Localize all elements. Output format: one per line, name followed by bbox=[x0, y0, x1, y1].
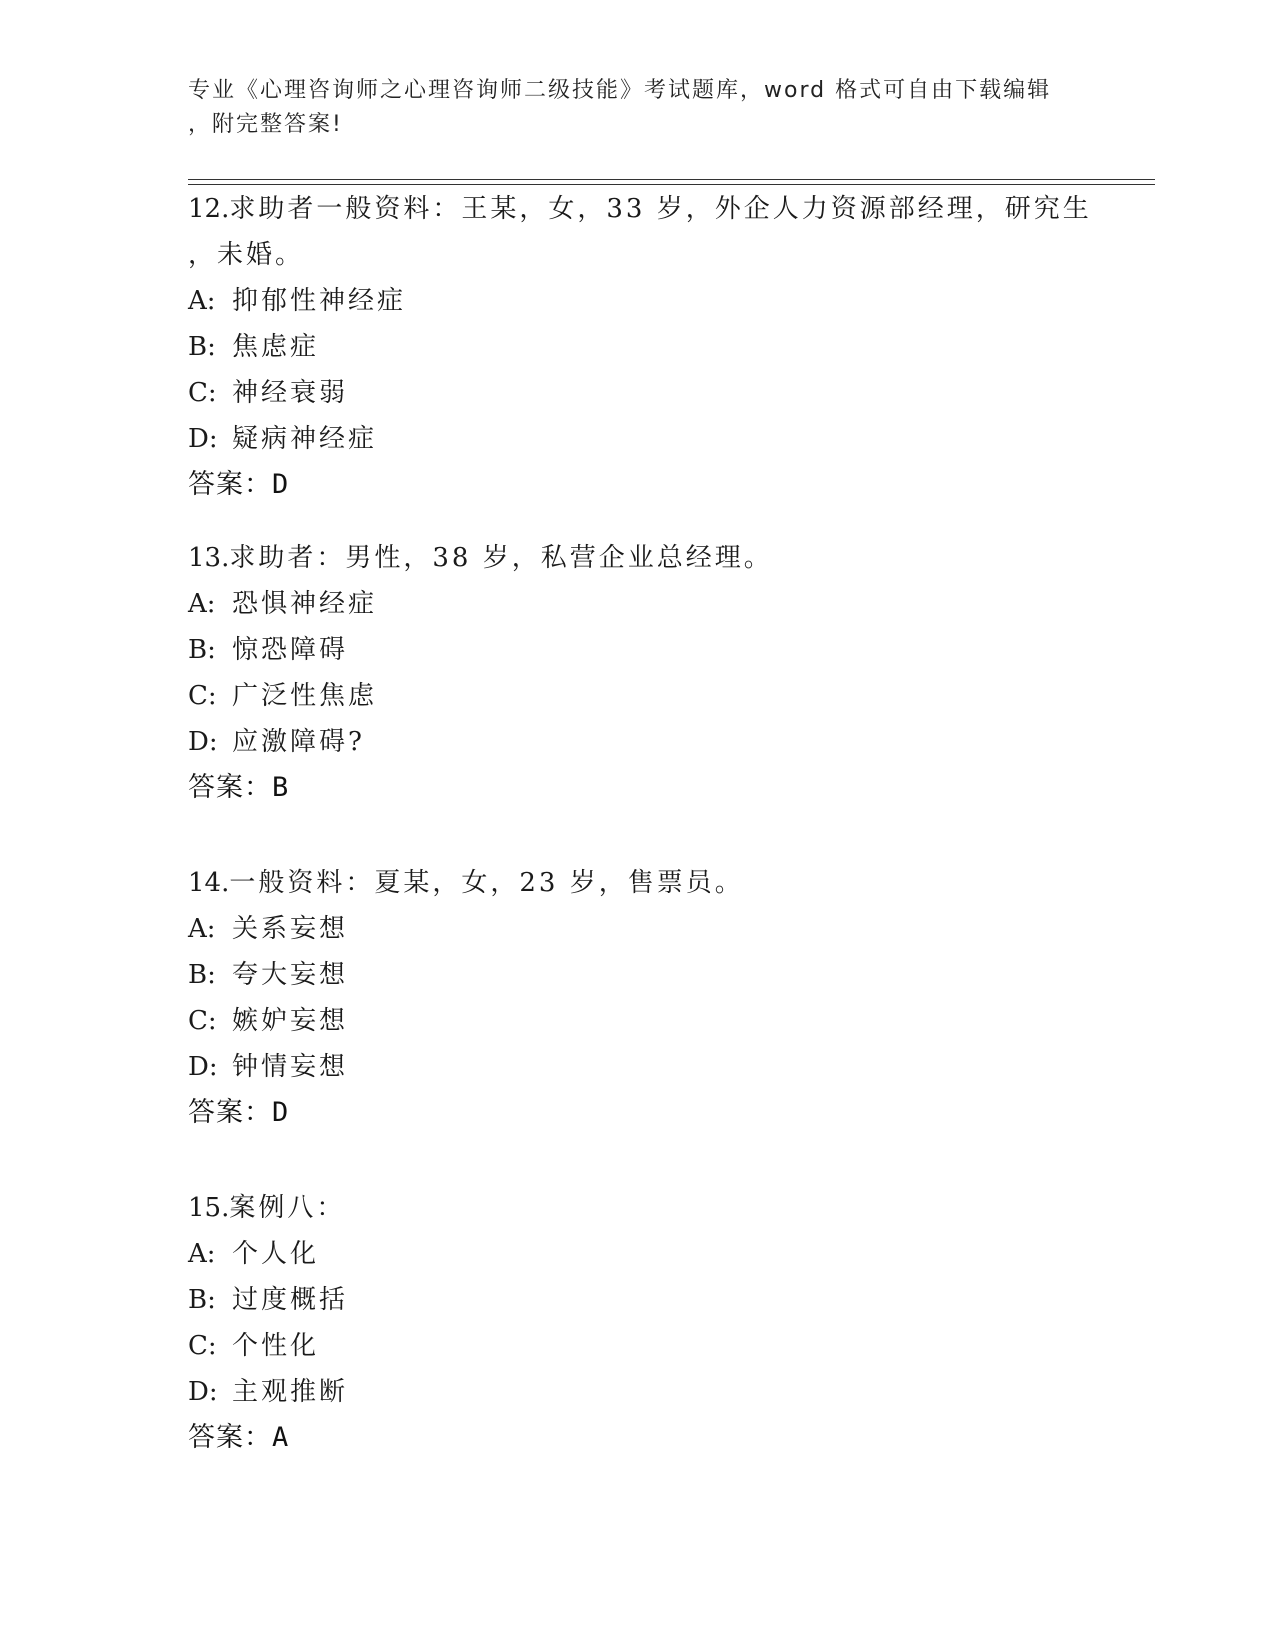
answer-label: 答案： bbox=[188, 772, 272, 803]
option-letter: D: bbox=[188, 424, 218, 454]
question-stem-text: 一般资料：夏某，女，23 岁，售票员。 bbox=[229, 868, 744, 898]
option-text: 焦虑症 bbox=[232, 332, 320, 362]
question-number: 12. bbox=[188, 194, 230, 224]
option-letter: C: bbox=[188, 1006, 217, 1036]
option-a bbox=[188, 278, 1088, 324]
question-number: 15. bbox=[188, 1193, 230, 1223]
answer-label: 答案： bbox=[188, 1097, 272, 1128]
answer-value: D bbox=[272, 1097, 290, 1128]
option-b bbox=[188, 627, 1088, 673]
option-text: 疑病神经症 bbox=[232, 424, 378, 454]
option-b bbox=[188, 324, 1088, 370]
option-letter: D: bbox=[188, 727, 218, 757]
option-letter: A: bbox=[188, 286, 216, 316]
question-13 bbox=[188, 535, 1088, 811]
option-d bbox=[188, 1044, 1088, 1090]
question-stem-line bbox=[188, 860, 1088, 906]
question-number: 14. bbox=[188, 868, 230, 898]
answer-line bbox=[188, 1415, 1088, 1461]
answer-label: 答案： bbox=[188, 469, 272, 500]
option-text: 夸大妄想 bbox=[232, 960, 349, 990]
option-d bbox=[188, 1369, 1088, 1415]
header-line-1: 专业《心理咨询师之心理咨询师二级技能》考试题库，word 格式可自由下载编辑 bbox=[188, 78, 1052, 103]
option-c bbox=[188, 673, 1088, 719]
option-letter: B: bbox=[188, 332, 216, 362]
option-b bbox=[188, 1277, 1088, 1323]
option-a bbox=[188, 1231, 1088, 1277]
option-text: 神经衰弱 bbox=[232, 378, 349, 408]
answer-line bbox=[188, 765, 1088, 811]
question-stem-text: 案例八： bbox=[229, 1193, 346, 1223]
option-letter: C: bbox=[188, 378, 217, 408]
option-text: 个性化 bbox=[232, 1331, 320, 1361]
question-number: 13. bbox=[188, 543, 230, 573]
question-stem-line bbox=[188, 232, 1088, 278]
option-text: 主观推断 bbox=[232, 1377, 349, 1407]
question-stem-text: 求助者：男性，38 岁，私营企业总经理。 bbox=[229, 543, 773, 573]
option-b bbox=[188, 952, 1088, 998]
answer-value: D bbox=[272, 469, 290, 500]
answer-value: A bbox=[272, 1422, 290, 1453]
option-text: 过度概括 bbox=[232, 1285, 349, 1315]
option-letter: C: bbox=[188, 1331, 217, 1361]
question-stem-line bbox=[188, 186, 1092, 232]
option-c bbox=[188, 1323, 1088, 1369]
question-stem-text: ，未婚。 bbox=[188, 240, 305, 270]
option-c bbox=[188, 370, 1088, 416]
option-letter: A: bbox=[188, 589, 216, 619]
document-header bbox=[188, 74, 1088, 142]
question-15 bbox=[188, 1185, 1088, 1461]
header-divider-bottom bbox=[188, 184, 1155, 185]
option-letter: A: bbox=[188, 914, 216, 944]
option-letter: C: bbox=[188, 681, 217, 711]
option-text: 应激障碍? bbox=[232, 727, 365, 757]
answer-label: 答案： bbox=[188, 1422, 272, 1453]
option-text: 个人化 bbox=[232, 1239, 320, 1269]
option-text: 惊恐障碍 bbox=[232, 635, 349, 665]
question-stem-line bbox=[188, 535, 1088, 581]
option-letter: B: bbox=[188, 1285, 216, 1315]
answer-value: B bbox=[272, 772, 290, 803]
option-letter: B: bbox=[188, 960, 216, 990]
question-12 bbox=[188, 186, 1092, 508]
option-text: 嫉妒妄想 bbox=[232, 1006, 349, 1036]
question-stem-text: 求助者一般资料：王某，女，33 岁，外企人力资源部经理，研究生 bbox=[229, 194, 1092, 224]
question-14 bbox=[188, 860, 1088, 1136]
option-text: 抑郁性神经症 bbox=[232, 286, 407, 316]
header-divider-top bbox=[188, 179, 1155, 180]
option-text: 恐惧神经症 bbox=[232, 589, 378, 619]
option-d bbox=[188, 719, 1088, 765]
option-letter: A: bbox=[188, 1239, 216, 1269]
option-letter: D: bbox=[188, 1052, 218, 1082]
answer-line bbox=[188, 462, 1088, 508]
option-text: 钟情妄想 bbox=[232, 1052, 349, 1082]
option-letter: B: bbox=[188, 635, 216, 665]
question-stem-line bbox=[188, 1185, 1088, 1231]
option-a bbox=[188, 906, 1088, 952]
option-text: 关系妄想 bbox=[232, 914, 349, 944]
option-a bbox=[188, 581, 1088, 627]
option-d bbox=[188, 416, 1088, 462]
option-letter: D: bbox=[188, 1377, 218, 1407]
header-line-2: ，附完整答案! bbox=[188, 112, 343, 137]
option-c bbox=[188, 998, 1088, 1044]
answer-line bbox=[188, 1090, 1088, 1136]
option-text: 广泛性焦虑 bbox=[232, 681, 378, 711]
